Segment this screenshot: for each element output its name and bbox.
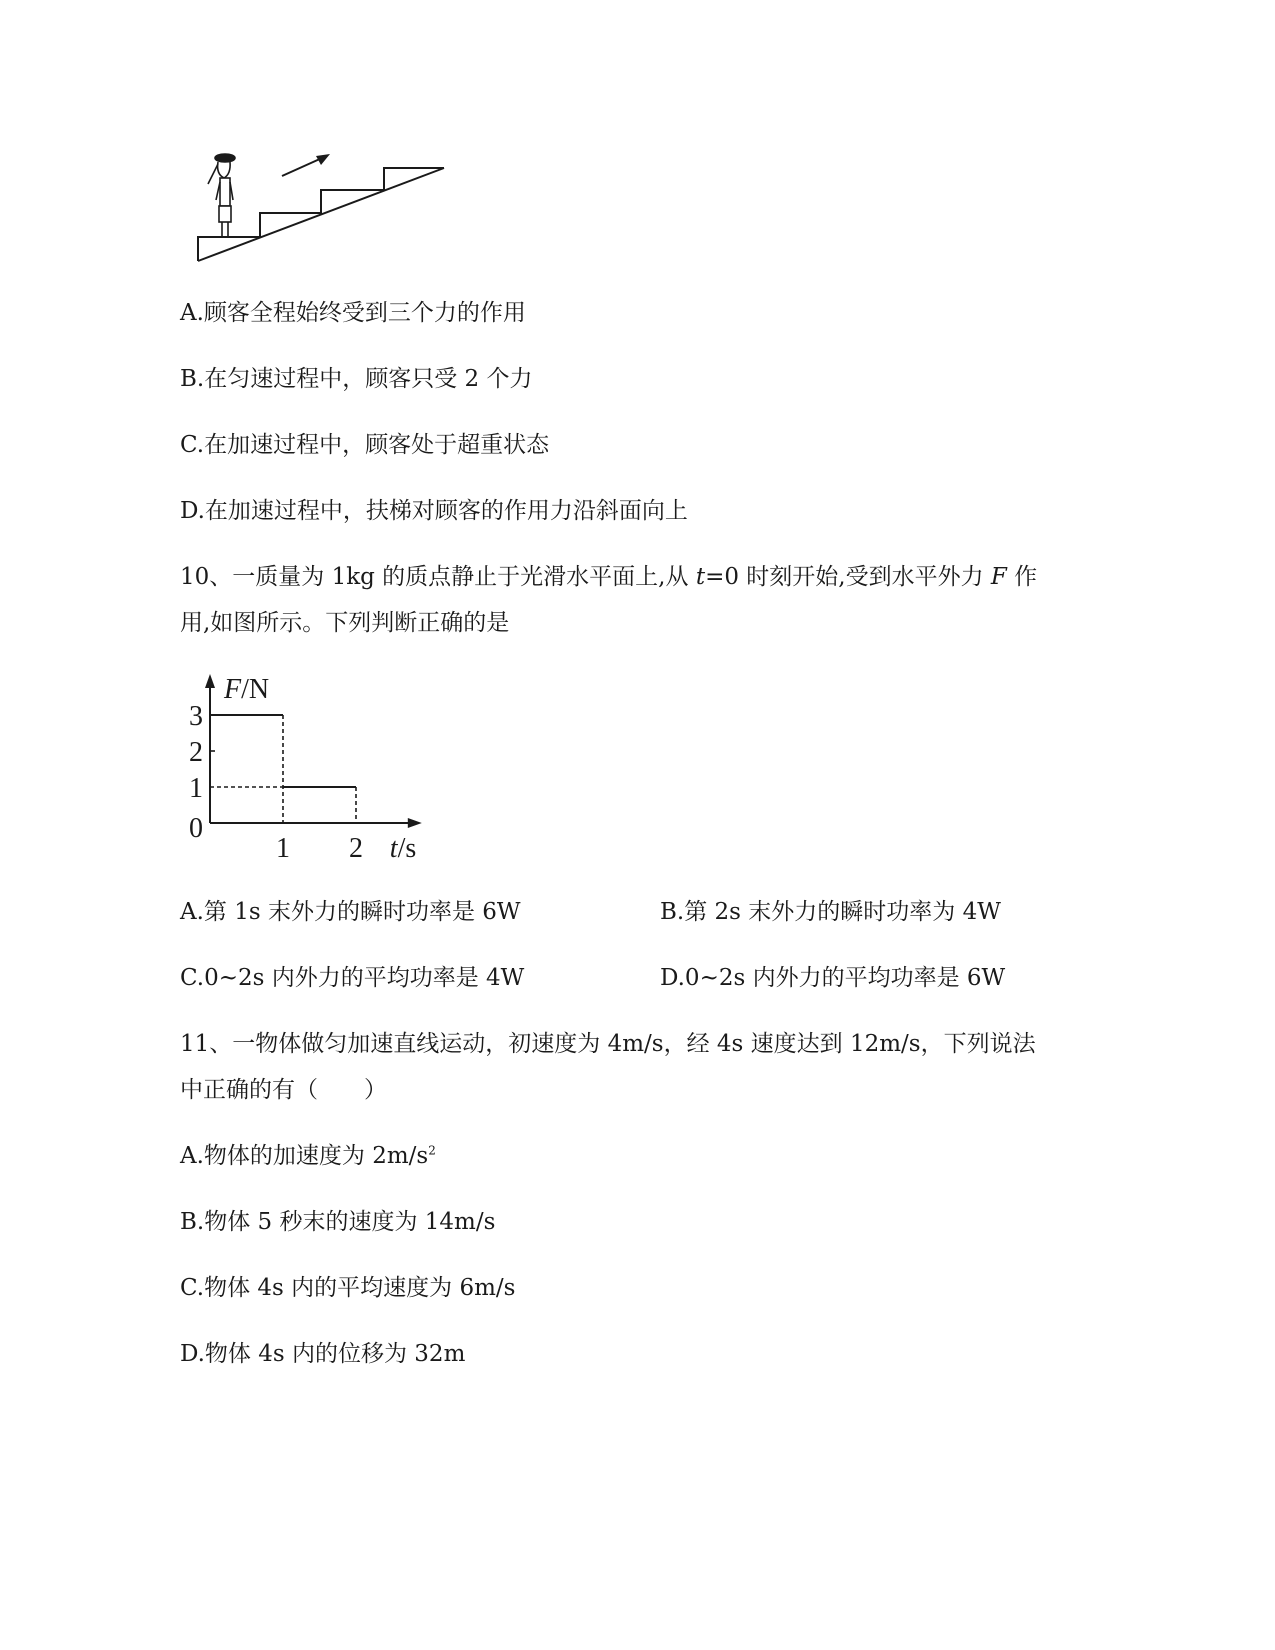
q11-option-b: B.物体 5 秒末的速度为 14m/s (180, 1209, 496, 1235)
q11-stem-line2: 中正确的有（ ） (180, 1077, 387, 1103)
x-axis-label: t/s (389, 833, 417, 864)
q10-stem-part1: 10、一质量为 1kg 的质点静止于光滑水平面上,从 (180, 564, 696, 590)
q11-option-a-sup: 2 (428, 1143, 436, 1158)
arrowhead (316, 154, 330, 165)
q11-stem-line1: 11、一物体做匀加速直线运动，初速度为 4m/s，经 4s 速度达到 12m/s，下列说法 (180, 1031, 1036, 1057)
force-time-chart (180, 670, 430, 865)
q10-option-d: D.0~2s 内外力的平均功率是 6W (660, 965, 1006, 991)
y-axis-label: F/N (224, 674, 270, 705)
q9-option-c: C.在加速过程中，顾客处于超重状态 (180, 432, 550, 458)
q10-option-a: A.第 1s 末外力的瞬时功率是 6W (180, 899, 521, 925)
q10-stem-line1 (180, 562, 1037, 592)
x-tick-label: 2 (349, 833, 363, 864)
y-tick-label: 2 (189, 737, 203, 768)
q10-stem-part2: =0 时刻开始,受到水平外力 (705, 564, 991, 590)
q11-option-a-text: A.物体的加速度为 2m/s (180, 1143, 429, 1169)
q10-stem-t: t (695, 564, 706, 590)
direction-arrow (282, 158, 322, 176)
q10-stem-line2: 用,如图所示。下列判断正确的是 (180, 610, 510, 636)
q9-option-a: A.顾客全程始终受到三个力的作用 (180, 300, 526, 326)
escalator-incline (198, 168, 444, 261)
q10-option-c: C.0~2s 内外力的平均功率是 4W (180, 965, 525, 991)
origin-label: 0 (189, 813, 203, 844)
q10-stem-part3: 作 (1006, 564, 1038, 590)
q10-stem-F: F (990, 564, 1007, 590)
y-axis-arrow (205, 674, 215, 688)
y-tick-label: 1 (189, 773, 203, 804)
q11-option-d: D.物体 4s 内的位移为 32m (180, 1341, 466, 1367)
q9-option-d: D.在加速过程中，扶梯对顾客的作用力沿斜面向上 (180, 498, 688, 524)
q11-option-a (180, 1141, 436, 1171)
person-figure (208, 154, 235, 236)
x-tick-label: 1 (276, 833, 290, 864)
y-tick-label: 3 (189, 701, 203, 732)
q11-option-c: C.物体 4s 内的平均速度为 6m/s (180, 1275, 516, 1301)
q9-option-b: B.在匀速过程中，顾客只受 2 个力 (180, 366, 533, 392)
x-axis-arrow (408, 818, 422, 828)
q10-option-b: B.第 2s 末外力的瞬时功率为 4W (660, 899, 1001, 925)
escalator-figure (190, 148, 460, 268)
